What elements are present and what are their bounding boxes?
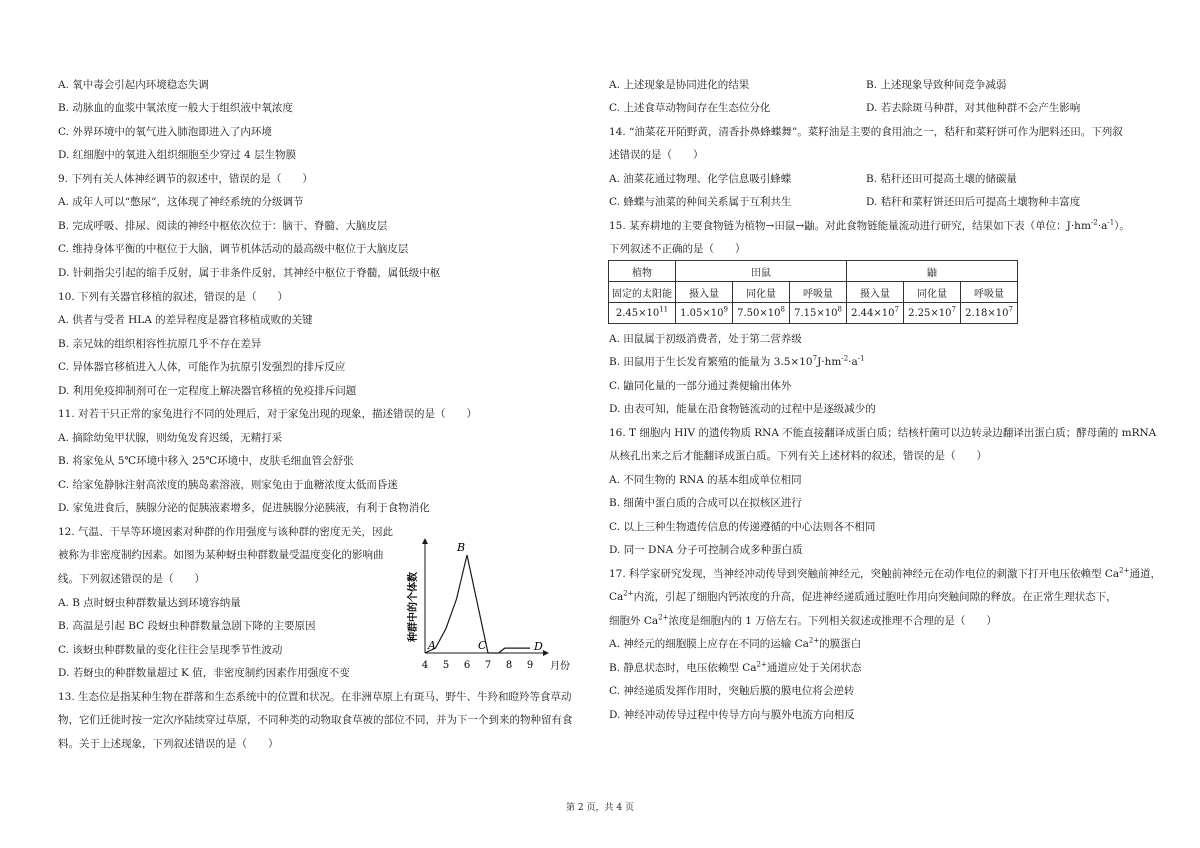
q10-option-a: A. 供者与受者 HLA 的差异程度是器官移植成败的关键 (58, 314, 313, 326)
q17-stem-line3: 细胞外 $Ca^{2+}$浓度是细胞内的 1 万倍左右。下列相关叙述或推理不合理的是（ ） (609, 613, 997, 627)
table-cell: $2.44\times 10^7$ (847, 303, 904, 324)
q13-stem-line3: 料。关于上述现象，下列叙述错误的是（ ） (58, 738, 279, 750)
q15-option-d: D. 由表可知，能量在沿食物链流动的过程中是逐级减少的 (609, 403, 876, 415)
q8-option-c: C. 外界环境中的氧气进入肺泡即进入了内环境 (58, 126, 272, 138)
table-cell: 呼吸量 (790, 282, 847, 303)
q12-option-c: C. 该蚜虫种群数量的变化往往会呈现季节性波动 (58, 644, 283, 656)
q12-stem-line2: 被称为非密度制约因素。如图为某种蚜虫种群数量受温度变化的影响曲 (58, 549, 384, 561)
q11-option-c: C. 给家兔静脉注射高浓度的胰岛素溶液，则家兔由于血糖浓度太低而昏迷 (58, 479, 398, 491)
q9-stem: 9. 下列有关人体神经调节的叙述中，错误的是（ ） (58, 173, 313, 185)
table-subheader-row (609, 282, 1018, 303)
table-cell: $2.18\times 10^7$ (961, 303, 1018, 324)
table-cell: $2.25\times 10^7$ (904, 303, 961, 324)
q12-option-a: A. B 点时蚜虫种群数量达到环境容纳量 (58, 597, 241, 609)
point-label-b: B (457, 541, 466, 554)
q11-stem: 11. 对若干只正常的家兔进行不同的处理后，对于家兔出现的现象，描述错误的是（ ） (58, 408, 478, 420)
page-footer: 第 2 页，共 4 页 (566, 803, 634, 813)
x-tick-label: 7 (484, 660, 492, 671)
table-header-row (609, 261, 1018, 282)
table-cell: 同化量 (733, 282, 790, 303)
table-cell: $1.05\times 10^9$ (676, 303, 733, 324)
q9-option-b: B. 完成呼吸、排尿、阅读的神经中枢依次位于：脑干、脊髓、大脑皮层 (58, 220, 388, 232)
x-tick-label: 8 (505, 660, 513, 671)
q15-option-a: A. 田鼠属于初级消费者，处于第二营养级 (609, 333, 802, 345)
table-cell: 呼吸量 (961, 282, 1018, 303)
q12-option-b: B. 高温是引起 BC 段蚜虫种群数量急剧下降的主要原因 (58, 620, 316, 632)
q16-option-d: D. 同一 DNA 分子可控制合成多种蛋白质 (609, 544, 803, 556)
table-header-plant: 植物 (609, 261, 676, 282)
q9-option-a: A. 成年人可以“憋尿”，这体现了神经系统的分级调节 (58, 196, 304, 208)
q8-option-d: D. 红细胞中的氧进入组织细胞至少穿过 4 层生物膜 (58, 149, 297, 161)
q16-stem-line1: 16. T 细胞内 HIV 的遗传物质 RNA 不能直接翻译成蛋白质；结核杆菌可以边转录边翻译出蛋白质；酵母菌的 mRNA (609, 427, 1157, 439)
q10-option-c: C. 异体器官移植进入人体，可能作为抗原引发强烈的排斥反应 (58, 361, 346, 373)
q12-stem-line1: 12. 气温、干旱等环境因素对种群的作用强度与该种群的密度无关，因此 (58, 526, 394, 538)
q13-option-a: A. 上述现象是协同进化的结果 (609, 79, 750, 91)
q15-stem-line2: 下列叙述不正确的是（ ） (609, 243, 746, 255)
q16-option-a: A. 不同生物的 RNA 的基本组成单位相同 (609, 474, 802, 486)
q10-option-d: D. 利用免疫抑制剂可在一定程度上解决器官移植的免疫排斥问题 (58, 385, 357, 397)
q12-stem-line3: 线。下列叙述错误的是（ ） (58, 573, 205, 585)
table-cell: $7.50\times 10^8$ (733, 303, 790, 324)
q14-option-b: B. 秸秆还田可提高土壤的储碳量 (866, 173, 1017, 185)
x-tick-label: 6 (463, 660, 471, 671)
q8-option-b: B. 动脉血的血浆中氧浓度一般大于组织液中氧浓度 (58, 102, 293, 114)
q16-stem-line2: 从核孔出来之后才能翻译成蛋白质。下列有关上述材料的叙述，错误的是（ ） (609, 450, 987, 462)
q13-option-b: B. 上述现象导致种间竞争减弱 (866, 79, 1007, 91)
table-header-mouse: 田鼠 (676, 261, 847, 282)
table-cell: $2.45\times 10^{11}$ (609, 303, 676, 324)
q14-stem-line1: 14. “油菜花开陌野黄，清香扑鼻蜂蝶舞”。菜籽油是主要的食用油之一，秸秆和菜籽饼可作为肥料还田。下列叙 (609, 126, 1123, 138)
q14-stem-line2: 述错误的是（ ） (609, 149, 704, 161)
point-label-c: C (478, 639, 487, 652)
q11-option-b: B. 将家兔从 5℃环境中移入 25℃环境中，皮肤毛细血管会舒张 (58, 455, 354, 467)
y-axis-label: 种群中的个体数 (408, 572, 419, 642)
q15-stem-line1: 15. 某弃耕地的主要食物链为植物→田鼠→鼬。对此食物链能量流动进行研究，结果如下表（单位：$J\cdot hm^{-2}\cdot a^{-1}$）。 (609, 218, 1130, 232)
point-label-a: A (428, 639, 436, 652)
energy-flow-table (608, 260, 1018, 324)
q11-option-a: A. 摘除幼兔甲状腺，则幼兔发育迟缓，无精打采 (58, 432, 283, 444)
table-cell: 摄入量 (676, 282, 733, 303)
q17-option-d: D. 神经冲动传导过程中传导方向与膜外电流方向相反 (609, 709, 855, 721)
q15-option-c: C. 鼬同化量的一部分通过粪便输出体外 (609, 380, 792, 392)
q17-option-a: A. 神经元的细胞膜上应存在不同的运输 $Ca^{2+}$的膜蛋白 (609, 636, 862, 650)
table-header-weasel: 鼬 (847, 261, 1018, 282)
table-cell: $7.15\times 10^8$ (790, 303, 847, 324)
q9-option-c: C. 维持身体平衡的中枢位于大脑，调节机体活动的最高级中枢位于大脑皮层 (58, 243, 409, 255)
x-axis-label: 月份 (550, 661, 570, 672)
x-tick-label: 4 (421, 660, 429, 671)
q17-option-c: C. 神经递质发挥作用时，突触后膜的膜电位将会逆转 (609, 685, 855, 697)
q13-option-c: C. 上述食草动物间存在生态位分化 (609, 102, 771, 114)
q11-option-d: D. 家兔进食后，胰腺分泌的促胰液素增多，促进胰腺分泌胰液，有利于食物消化 (58, 502, 430, 514)
q14-option-c: C. 蜂蝶与油菜的种间关系属于互利共生 (609, 196, 792, 208)
q17-stem-line1: 17. 科学家研究发现，当神经冲动传导到突触前神经元，突触前神经元在动作电位的刺激下打开电压依赖型 $Ca^{2+}$通道， (609, 566, 1161, 580)
q16-option-c: C. 以上三种生物遗传信息的传递遵循的中心法则各不相同 (609, 521, 876, 533)
table-cell: 同化量 (904, 282, 961, 303)
q14-option-a: A. 油菜花通过物理、化学信息吸引蜂蝶 (609, 173, 792, 185)
q13-stem-line1: 13. 生态位是指某种生物在群落和生态系统中的位置和状况。在非洲草原上有斑马、野牛、牛羚和瞪羚等食草动 (58, 691, 572, 703)
table-cell: 摄入量 (847, 282, 904, 303)
q13-option-d: D. 若去除斑马种群，对其他种群不会产生影响 (866, 102, 1081, 114)
q10-option-b: B. 亲兄妹的组织相容性抗原几乎不存在差异 (58, 338, 262, 350)
x-tick-label: 9 (526, 660, 534, 671)
q17-stem-line2: $Ca^{2+}$内流，引起了细胞内钙浓度的升高，促进神经递质通过胞吐作用向突触间隙的释放。在正常生理状态下， (609, 589, 1117, 603)
q12-option-d: D. 若蚜虫的种群数量超过 K 值，非密度制约因素作用强度不变 (58, 667, 350, 679)
q9-option-d: D. 针刺指尖引起的缩手反射，属于非条件反射，其神经中枢位于脊髓，属低级中枢 (58, 267, 441, 279)
x-tick-label: 5 (442, 660, 450, 671)
q17-option-b: B. 静息状态时，电压依赖型 $Ca^{2+}$通道应处于关闭状态 (609, 660, 862, 674)
q16-option-b: B. 细菌中蛋白质的合成可以在拟核区进行 (609, 497, 802, 509)
q8-option-a: A. 氧中毒会引起内环境稳态失调 (58, 79, 209, 91)
q13-stem-line2: 物，它们迁徙时按一定次序陆续穿过草原，不同种类的动物取食草被的部位不同，并为下一个到来的物种留有食 (58, 714, 573, 726)
table-row (609, 303, 1018, 324)
q14-option-d: D. 秸秆和菜籽饼还田后可提高土壤物种丰富度 (866, 196, 1081, 208)
q15-option-b: B. 田鼠用于生长发育繁殖的能量为 $3.5\times 10^7J\cdot hm^{-2}\cdot a^{-1}$ (609, 354, 865, 368)
point-label-d: D (534, 640, 543, 654)
table-cell: 固定的太阳能 (609, 282, 676, 303)
q10-stem: 10. 下列有关器官移植的叙述，错误的是（ ） (58, 291, 289, 303)
